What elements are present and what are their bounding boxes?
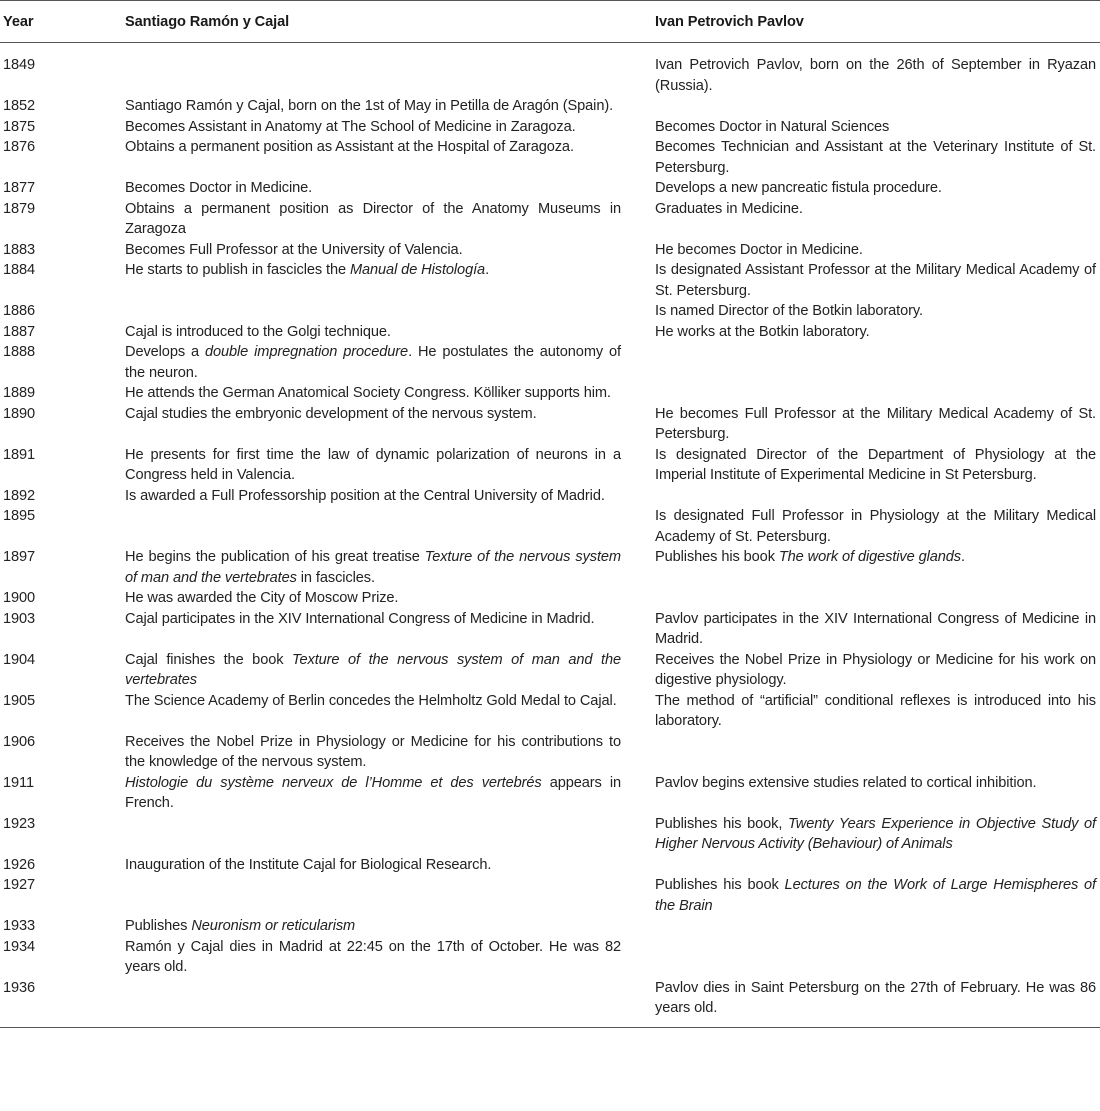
event-text: Develops a: [125, 344, 205, 360]
table-row: [0, 875, 1100, 916]
year-cell: 1934: [3, 938, 36, 955]
header-pavlov: Ivan Petrovich Pavlov: [655, 13, 804, 30]
year-cell: 1906: [3, 733, 36, 750]
event-text: Obtains a permanent position as Director of the Anatomy Museums in Zaragoza: [125, 200, 621, 237]
cajal-event-cell: [125, 96, 655, 117]
italic-title-text: Manual de Histología: [349, 262, 486, 278]
cajal-event-cell: [125, 978, 655, 1028]
event-text: Santiago Ramón y Cajal, born on the 1st of May in Petilla de Aragón (Spain).: [125, 98, 614, 114]
event-text: appears in French.: [125, 774, 621, 811]
event-text: He becomes Doctor in Medicine.: [655, 241, 863, 258]
event-text: Pavlov dies in Saint Petersburg on the 27th of February. He was 86 years old.: [655, 979, 1096, 1016]
cajal-event-cell: [125, 301, 655, 322]
pavlov-event-cell: [655, 260, 1100, 301]
table-row: [0, 691, 1100, 732]
event-text: Receives the Nobel Prize in Physiology or Medicine for his contributions to the knowledge of the nervous system.: [125, 733, 621, 770]
table-row: [0, 609, 1100, 650]
year-cell: 1888: [3, 344, 36, 360]
pavlov-event-cell: [655, 691, 1100, 732]
pavlov-event-cell: [655, 978, 1100, 1028]
pavlov-event-cell: [655, 814, 1100, 855]
cajal-event-cell: [125, 650, 655, 691]
cajal-event-cell: [125, 609, 655, 650]
italic-title-text: The work of digestive glands: [778, 549, 961, 565]
pavlov-event-cell: [655, 875, 1100, 916]
cajal-event-cell: [125, 916, 655, 937]
year-cell: 1911: [3, 774, 34, 791]
year-cell: 1904: [3, 651, 36, 668]
cajal-event-cell: [125, 691, 655, 732]
table-body: [0, 43, 1100, 1028]
event-text: He attends the German Anatomical Society Congress. Kölliker supports him.: [125, 385, 611, 401]
year-cell: 1883: [3, 241, 36, 258]
year-cell: 1890: [3, 405, 36, 422]
italic-title-text: Texture of the nervous system of man and the vertebrates: [125, 549, 621, 586]
cajal-event-cell: [125, 383, 655, 404]
year-cell: 1849: [3, 57, 36, 73]
pavlov-event-cell: [655, 240, 1100, 261]
event-text: .: [485, 262, 490, 278]
cajal-event-cell: [125, 588, 655, 609]
year-cell: 1891: [3, 446, 36, 463]
table-header: [0, 1, 1100, 43]
event-text: in fascicles.: [296, 569, 375, 586]
cajal-event-cell: [125, 486, 655, 507]
table-row: [0, 547, 1100, 588]
table-row: [0, 506, 1100, 547]
table-row: [0, 978, 1100, 1028]
pavlov-event-cell: [655, 178, 1100, 199]
italic-title-text: Twenty Years Experience in Objective Study of Higher Nervous Activity (Behaviour) of Animals: [655, 815, 1096, 852]
table-row: [0, 240, 1100, 261]
year-cell: 1889: [3, 385, 36, 401]
pavlov-event-cell: [655, 199, 1100, 240]
cajal-event-cell: [125, 178, 655, 199]
table-row: [0, 773, 1100, 814]
pavlov-event-cell: [655, 609, 1100, 650]
pavlov-event-cell: [655, 916, 1100, 937]
table-row: [0, 137, 1100, 178]
event-text: Cajal is introduced to the Golgi technique.: [125, 323, 391, 340]
year-cell: 1875: [3, 118, 36, 135]
italic-title-text: Lectures on the Work of Large Hemispheres of the Brain: [655, 877, 1097, 914]
table-row: [0, 732, 1100, 773]
pavlov-event-cell: [655, 445, 1100, 486]
header-row: [0, 1, 1100, 43]
event-text: The method of “artificial” conditional reflexes is introduced into his laboratory.: [655, 692, 1096, 729]
cajal-event-cell: [125, 814, 655, 855]
italic-title-text: Neuronism or reticularism: [191, 918, 356, 934]
cajal-event-cell: [125, 875, 655, 916]
event-text: Develops a new pancreatic fistula procedure.: [655, 180, 942, 196]
italic-title-text: double impregnation procedure: [204, 344, 409, 360]
year-cell: 1897: [3, 549, 36, 565]
table-row: [0, 404, 1100, 445]
cajal-event-cell: [125, 322, 655, 343]
cajal-event-cell: [125, 342, 655, 383]
cajal-event-cell: [125, 506, 655, 547]
table-row: [0, 650, 1100, 691]
pavlov-event-cell: [655, 137, 1100, 178]
event-text: Is designated Director of the Department of Physiology at the Imperial Institute of Experimental Medicine in St Petersburg.: [655, 446, 1096, 483]
table-row: [0, 342, 1100, 383]
pavlov-event-cell: [655, 96, 1100, 117]
table-row: [0, 96, 1100, 117]
event-text: Becomes Full Professor at the University of Valencia.: [125, 241, 463, 258]
pavlov-event-cell: [655, 773, 1100, 814]
table-row: [0, 937, 1100, 978]
event-text: He was awarded the City of Moscow Prize.: [125, 590, 399, 606]
event-text: Publishes his book: [655, 877, 785, 893]
event-text: He begins the publication of his great treatise: [125, 549, 425, 565]
event-text: Cajal participates in the XIV International Congress of Medicine in Madrid.: [125, 610, 595, 627]
year-cell: 1903: [3, 610, 36, 627]
pavlov-event-cell: [655, 506, 1100, 547]
event-text: Publishes his book,: [655, 815, 789, 832]
pavlov-event-cell: [655, 855, 1100, 876]
event-text: Pavlov participates in the XIV International Congress of Medicine in Madrid.: [655, 610, 1096, 647]
pavlov-event-cell: [655, 588, 1100, 609]
cajal-event-cell: [125, 199, 655, 240]
italic-title-text: Texture of the nervous system of man and the vertebrates: [125, 651, 622, 688]
table-row: [0, 383, 1100, 404]
year-cell: 1892: [3, 487, 36, 504]
table-row: [0, 855, 1100, 876]
pavlov-event-cell: [655, 342, 1100, 383]
table-row: [0, 178, 1100, 199]
event-text: Becomes Technician and Assistant at the Veterinary Institute of St. Petersburg.: [655, 139, 1096, 176]
event-text: Inauguration of the Institute Cajal for Biological Research.: [125, 856, 492, 873]
year-cell: 1933: [3, 918, 36, 934]
year-cell: 1900: [3, 590, 36, 606]
pavlov-event-cell: [655, 322, 1100, 343]
year-cell: 1895: [3, 508, 36, 524]
event-text: He starts to publish in fascicles the: [125, 262, 350, 278]
event-text: Publishes: [125, 918, 192, 934]
event-text: Obtains a permanent position as Assistant at the Hospital of Zaragoza.: [125, 139, 574, 155]
pavlov-event-cell: [655, 732, 1100, 773]
year-cell: 1923: [3, 815, 36, 832]
event-text: Becomes Doctor in Medicine.: [125, 180, 313, 196]
table-row: [0, 117, 1100, 138]
table-row: [0, 445, 1100, 486]
cajal-event-cell: [125, 137, 655, 178]
year-cell: 1876: [3, 139, 36, 155]
event-text: . He postulates the autonomy of the neuron.: [125, 344, 621, 381]
pavlov-event-cell: [655, 117, 1100, 138]
event-text: Is awarded a Full Professorship position at the Central University of Madrid.: [125, 487, 605, 504]
year-cell: 1905: [3, 692, 36, 709]
event-text: He works at the Botkin laboratory.: [655, 323, 870, 340]
event-text: The Science Academy of Berlin concedes the Helmholtz Gold Medal to Cajal.: [125, 692, 617, 709]
table-row: [0, 301, 1100, 322]
year-cell: 1852: [3, 98, 36, 114]
year-cell: 1927: [3, 877, 36, 893]
year-cell: 1936: [3, 979, 36, 996]
table-row: [0, 814, 1100, 855]
pavlov-event-cell: [655, 43, 1100, 97]
event-text: Graduates in Medicine.: [655, 200, 803, 217]
table-row: [0, 199, 1100, 240]
cajal-event-cell: [125, 732, 655, 773]
table-row: [0, 43, 1100, 97]
table-row: [0, 260, 1100, 301]
cajal-event-cell: [125, 117, 655, 138]
year-cell: 1886: [3, 303, 36, 319]
table-row: [0, 322, 1100, 343]
event-text: Is named Director of the Botkin laboratory.: [655, 303, 923, 319]
year-cell: 1879: [3, 200, 36, 217]
cajal-event-cell: [125, 855, 655, 876]
event-text: Publishes his book: [655, 549, 779, 565]
cajal-event-cell: [125, 547, 655, 588]
pavlov-event-cell: [655, 404, 1100, 445]
event-text: Is designated Full Professor in Physiology at the Military Medical Academy of St. Petersburg.: [655, 508, 1096, 545]
pavlov-event-cell: [655, 650, 1100, 691]
event-text: .: [961, 549, 965, 565]
pavlov-event-cell: [655, 937, 1100, 978]
table-row: [0, 916, 1100, 937]
italic-title-text: Histologie du système nerveux de l’Homme et des vertebrés: [125, 774, 542, 791]
pavlov-event-cell: [655, 383, 1100, 404]
event-text: Cajal studies the embryonic development of the nervous system.: [125, 405, 537, 422]
year-cell: 1887: [3, 323, 36, 340]
table-row: [0, 588, 1100, 609]
cajal-event-cell: [125, 240, 655, 261]
event-text: Ramón y Cajal dies in Madrid at 22:45 on the 17th of October. He was 82 years old.: [125, 938, 621, 975]
cajal-event-cell: [125, 260, 655, 301]
event-text: Receives the Nobel Prize in Physiology or Medicine for his work on digestive physiology.: [655, 651, 1096, 688]
header-year: Year: [3, 13, 34, 30]
event-text: He presents for first time the law of dynamic polarization of neurons in a Congress held in Valencia.: [125, 446, 621, 483]
event-text: Pavlov begins extensive studies related to cortical inhibition.: [655, 774, 1037, 791]
pavlov-event-cell: [655, 486, 1100, 507]
header-cajal: Santiago Ramón y Cajal: [125, 13, 290, 30]
event-text: Ivan Petrovich Pavlov, born on the 26th of September in Ryazan (Russia).: [655, 57, 1096, 94]
pavlov-event-cell: [655, 301, 1100, 322]
table-row: [0, 486, 1100, 507]
event-text: Cajal finishes the book: [125, 651, 293, 668]
event-text: Becomes Assistant in Anatomy at The School of Medicine in Zaragoza.: [125, 118, 576, 135]
cajal-event-cell: [125, 937, 655, 978]
year-cell: 1877: [3, 180, 36, 196]
year-cell: 1926: [3, 856, 36, 873]
cajal-event-cell: [125, 445, 655, 486]
cajal-event-cell: [125, 43, 655, 97]
event-text: Becomes Doctor in Natural Sciences: [655, 118, 890, 135]
pavlov-event-cell: [655, 547, 1100, 588]
event-text: Is designated Assistant Professor at the Military Medical Academy of St. Petersburg.: [655, 262, 1096, 299]
year-cell: 1884: [3, 262, 36, 278]
event-text: He becomes Full Professor at the Military Medical Academy of St. Petersburg.: [655, 405, 1096, 442]
cajal-event-cell: [125, 773, 655, 814]
cajal-event-cell: [125, 404, 655, 445]
